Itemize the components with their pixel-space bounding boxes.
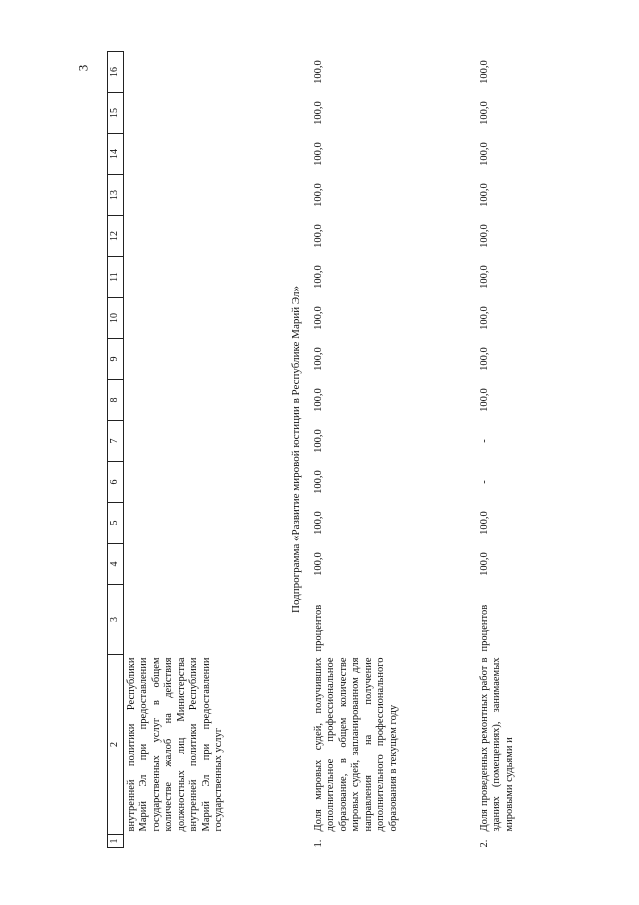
value-cell: 100,0	[312, 347, 324, 371]
header-cell: 3	[108, 585, 124, 655]
value-cell: 100,0	[312, 183, 324, 207]
value-cell: 100,0	[478, 183, 490, 207]
value-cell: 100,0	[312, 60, 324, 84]
indicators-table	[107, 51, 521, 848]
subprogram-row	[283, 52, 311, 848]
value-cell: 100,0	[312, 511, 324, 535]
table-row	[477, 52, 521, 848]
header-cell: 6	[108, 462, 124, 503]
value-cell: 100,0	[478, 347, 490, 371]
header-cell: 8	[108, 380, 124, 421]
page-number: 3	[75, 64, 91, 72]
header-row	[108, 52, 124, 848]
value-cell: 100,0	[478, 101, 490, 125]
continuation-row	[123, 52, 283, 848]
value-cell: 100,0	[312, 388, 324, 412]
header-cell: 11	[108, 257, 124, 298]
value-cell: 100,0	[312, 142, 324, 166]
value-cell: 100,0	[312, 265, 324, 289]
header-cell: 10	[108, 298, 124, 339]
row-number: 1.	[312, 839, 324, 848]
value-cell: 100,0	[478, 265, 490, 289]
value-cell: 100,0	[478, 511, 490, 535]
continuation-text: внутренней политики Республики Марий Эл при предоставлении государственных услуг в общем количестве жалоб на действия должностных лиц Министерства внутренней политики Республики Марий Эл при предоставлении государственных услуг	[125, 657, 224, 832]
value-cell: 100,0	[478, 552, 490, 576]
unit-cell: процентов	[478, 604, 490, 652]
header-cell: 5	[108, 503, 124, 544]
header-cell: 1	[108, 835, 124, 848]
header-cell: 14	[108, 134, 124, 175]
indicator-name: Доля мировых судей, получивших дополнительное профессиональное образование, в общем количестве мировых судей, запланированном для направления на получение дополнительного профессионального образования в текущем году	[312, 657, 399, 832]
value-cell: 100,0	[312, 224, 324, 248]
value-cell: 100,0	[312, 429, 324, 453]
value-cell: 100,0	[312, 470, 324, 494]
value-cell: 100,0	[478, 60, 490, 84]
header-cell: 2	[108, 655, 124, 835]
value-cell: 100,0	[478, 224, 490, 248]
value-cell: 100,0	[312, 306, 324, 330]
value-cell: 100,0	[478, 388, 490, 412]
value-cell: 100,0	[478, 142, 490, 166]
value-cell: 100,0	[478, 306, 490, 330]
value-cell: -	[478, 439, 490, 443]
unit-cell: процентов	[312, 604, 324, 652]
header-cell: 12	[108, 216, 124, 257]
value-cell: 100,0	[312, 101, 324, 125]
header-cell: 4	[108, 544, 124, 585]
value-cell: 100,0	[312, 552, 324, 576]
indicator-name: Доля проведенных ремонтных работ в зданиях (помещениях), занимаемых мировыми судьями и	[478, 657, 515, 832]
header-cell: 9	[108, 339, 124, 380]
header-cell: 7	[108, 421, 124, 462]
value-cell: -	[478, 480, 490, 484]
header-cell: 13	[108, 175, 124, 216]
subprogram-title: Подпрограмма «Развитие мировой юстиции в Республике Марий Эл»	[290, 286, 303, 613]
header-cell: 15	[108, 93, 124, 134]
table-row	[311, 52, 477, 848]
row-number: 2.	[478, 839, 490, 848]
header-cell: 16	[108, 52, 124, 93]
